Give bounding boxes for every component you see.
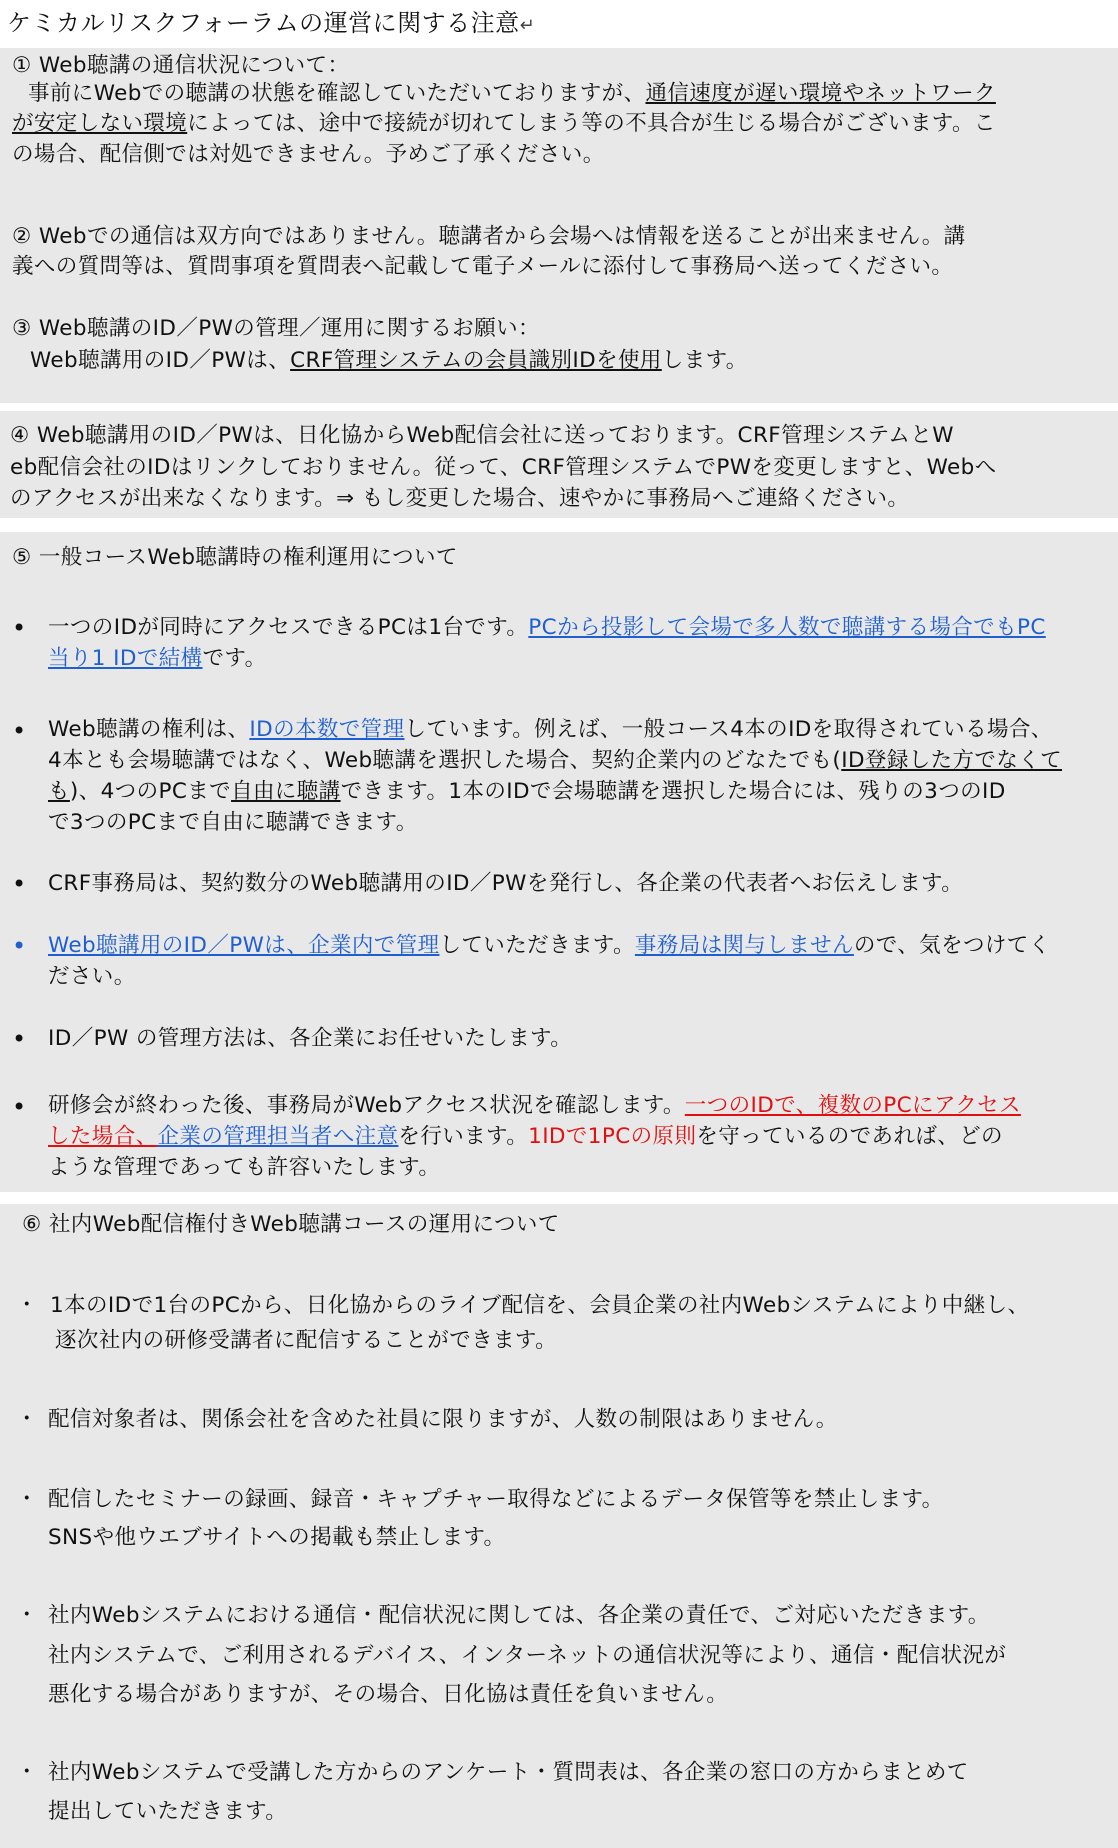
bullet-dot: • (12, 717, 27, 745)
bullet-mark: ・ (16, 1760, 38, 1785)
section-5-bullet-2-line-3: も)、4つのPCまで自由に聴講できます。1本のIDで会場聴講を選択した場合には、残りの3つのID (48, 779, 1006, 804)
bullet-mark: ・ (16, 1407, 38, 1432)
section-1-line-3: の場合、配信側では対処できません。予めご了承ください。 (12, 142, 605, 167)
section-1-line-1: 事前にWebでの聴講の状態を確認していただいておりますが、通信速度が遅い環境やネットワーク (28, 81, 996, 106)
section-4-line-3: のアクセスが出来なくなります。⇒ もし変更した場合、速やかに事務局へご連絡ください。 (10, 486, 910, 511)
section-5-bullet-2-line-4: で3つのPCまで自由に聴講できます。 (48, 810, 418, 835)
section-6-bullet-1-line-2: 逐次社内の研修受講者に配信することができます。 (55, 1328, 557, 1353)
bullet-dot: • (12, 614, 27, 642)
section-5-bullet-2-line-1: Web聴講の権利は、IDの本数で管理しています。例えば、一般コース4本のIDを取得されている場合、 (48, 717, 1053, 742)
page-title: ケミカルリスクフォーラムの運営に関する注意↵ (7, 9, 536, 37)
section-6-bullet-2: 配信対象者は、関係会社を含めた社員に限りますが、人数の制限はありません。 (48, 1407, 838, 1432)
section-divider (0, 403, 1118, 411)
section-5-bullet-5: ID／PW の管理方法は、各企業にお任せいたします。 (48, 1026, 573, 1051)
section-5-heading: ⑤ 一般コースWeb聴講時の権利運用について (12, 545, 458, 570)
bullet-dot: • (12, 932, 27, 960)
section-6-bullet-4-line-3: 悪化する場合がありますが、その場合、日化協は責任を負いません。 (48, 1682, 729, 1707)
section-5-bullet-1-line-2: 当り1 IDで結構です。 (48, 646, 267, 671)
section-3-line-1: Web聴講用のID／PWは、CRF管理システムの会員識別IDを使用します。 (30, 348, 748, 373)
bullet-dot: • (12, 870, 27, 898)
section-5-bullet-6-line-2: した場合、企業の管理担当者へ注意を行います。1IDで1PCの原則を守っているのであれば、どの (48, 1124, 1003, 1149)
section-5-bullet-4-line-1: Web聴講用のID／PWは、企業内で管理していただきます。事務局は関与しませんので、気をつけてく (48, 933, 1051, 958)
bullet-dot: • (12, 1093, 27, 1121)
section-6-bullet-4-line-1: 社内Webシステムにおける通信・配信状況に関しては、各企業の責任で、ご対応いただきます。 (48, 1603, 990, 1628)
section-2-line-2: 義への質問等は、質問事項を質問表へ記載して電子メールに添付して事務局へ送ってください。 (12, 254, 954, 279)
section-6-bullet-3-line-1: 配信したセミナーの録画、録音・キャプチャー取得などによるデータ保管等を禁止します。 (48, 1487, 944, 1512)
section-2-line-1: ② Webでの通信は双方向ではありません。聴講者から会場へは情報を送ることが出来ません。講 (12, 224, 966, 249)
section-3-heading: ③ Web聴講のID／PWの管理／運用に関するお願い： (12, 316, 540, 341)
section-6-bullet-3-line-2: SNSや他ウエブサイトへの掲載も禁止します。 (48, 1525, 506, 1550)
section-6-bullet-5-line-2: 提出していただきます。 (48, 1799, 288, 1824)
section-1-heading: ① Web聴講の通信状況について： (12, 53, 350, 78)
section-6-bullet-1-line-1: 1本のIDで1台のPCから、日化協からのライブ配信を、会員企業の社内Webシステムにより中継し、 (50, 1293, 1030, 1318)
section-5-bullet-3: CRF事務局は、契約数分のWeb聴講用のID／PWを発行し、各企業の代表者へお伝えします。 (48, 871, 964, 896)
section-6-bullet-4-line-2: 社内システムで、ご利用されるデバイス、インターネットの通信状況等により、通信・配信状況が (48, 1643, 1007, 1668)
section-5-bullet-6-line-1: 研修会が終わった後、事務局がWebアクセス状況を確認します。一つのIDで、複数のPCにアクセス (48, 1093, 1021, 1118)
bullet-mark: ・ (16, 1487, 38, 1512)
section-5-bullet-2-line-2: 4本とも会場聴講ではなく、Web聴講を選択した場合、契約企業内のどなたでも(ID登録した方でなくて (48, 748, 1063, 773)
section-5-bullet-1-line-1: 一つのIDが同時にアクセスできるPCは1台です。PCから投影して会場で多人数で聴講する場合でもPC (48, 615, 1046, 640)
bullet-dot: • (12, 1025, 27, 1053)
section-1-line-2: が安定しない環境によっては、途中で接続が切れてしまう等の不具合が生じる場合がございます。こ (12, 111, 996, 136)
section-4-line-1: ④ Web聴講用のID／PWは、日化協からWeb配信会社に送っております。CRF管理システムとW (10, 423, 954, 448)
section-4-line-2: eb配信会社のIDはリンクしておりません。従って、CRF管理システムでPWを変更しますと、Webへ (10, 455, 997, 480)
section-5-bullet-6-line-3: ような管理であっても許容いたします。 (48, 1155, 441, 1180)
section-6-heading: ⑥ 社内Web配信権付きWeb聴講コースの運用について (22, 1212, 560, 1237)
section-5-bullet-4-line-2: ださい。 (48, 964, 136, 989)
section-6-bullet-5-line-1: 社内Webシステムで受講した方からのアンケート・質問表は、各企業の窓口の方からまとめて (48, 1760, 969, 1785)
bullet-mark: ・ (16, 1293, 38, 1318)
bullet-mark: ・ (16, 1603, 38, 1628)
